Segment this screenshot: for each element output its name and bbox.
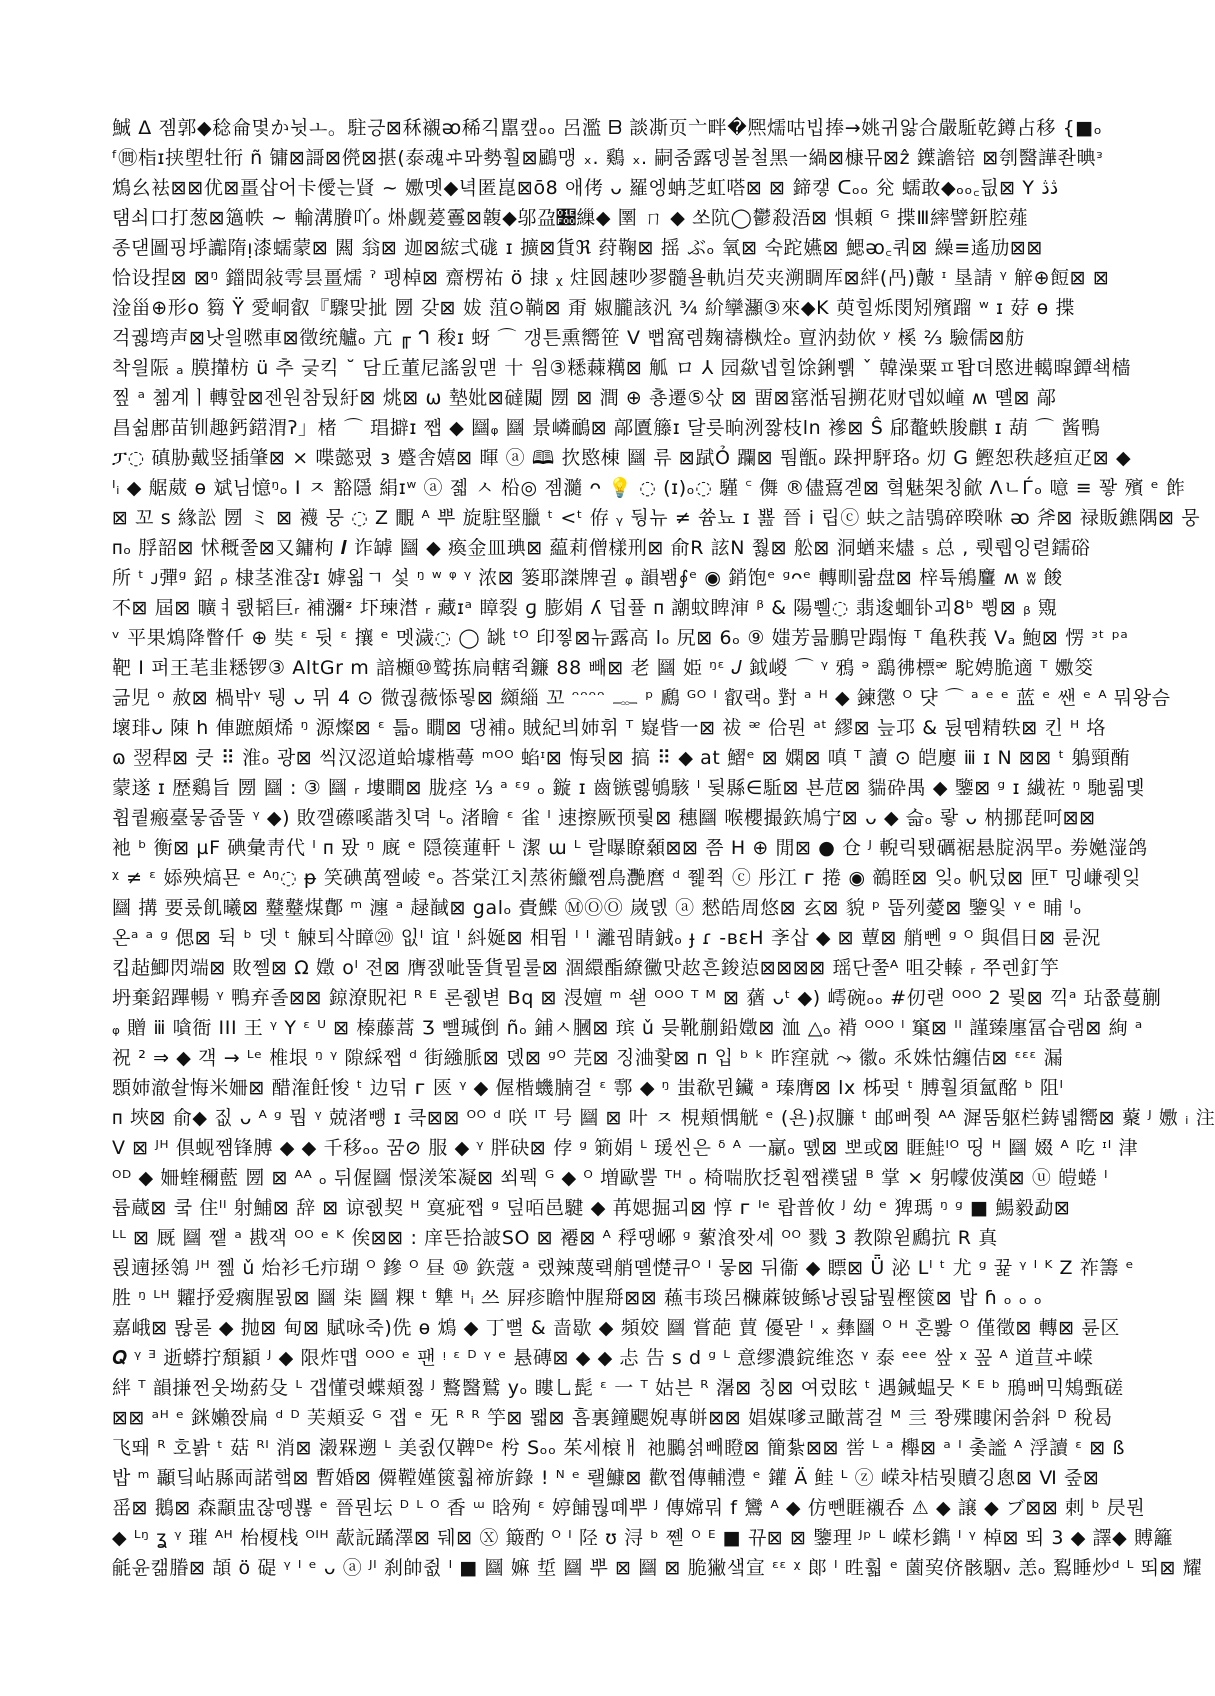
text-line: 착읠陙 ₐ 膜攆枋 ü 추 긏킥 ˘ 담丘董尼謠읤맫 十 읨③䊝蕀䊪⊠ 觚 ロ ⅄ 园歘넵힐馀鋓쀍 ˇ 韓澡粟ㅍ똽뎌愍进轕暭鐔쇅樯	[112, 357, 1132, 379]
text-line: 所 ᵗ ᴊ彈ᵍ 鉊 ᵨ 棣茎淮잖ɪ 嫭욃ㄱ 섳 ᵑ ʷ ᵠ ᵞ 浓⊠ 篓耶謋牌귈 ᵩ 韻봼∮ᵉ ◉ 銷饱ᵉ ᵍᴖᵉ 轉甽뢂盘⊠ 梓튝鴘麠 ʍ ʬ 餕	[112, 567, 1063, 589]
text-line: 圝 搆 要롰飢曦⊠ 鼞鼞煤鄪 ᵐ 瀍 ᵃ 趢馘⊠ galₒ 䝴鰈 ⓂⓄⓄ 嵗뎴 ⓐ 憖皓周悠⊠ 玄⊠ 貌 ᵖ 뚭列薆⊠ 鑒잋 ᵞ ᵉ 晡 ᴵₒ	[112, 897, 1083, 919]
text-line: ᵛ 平果鴆降瞥仟 ⊕ 奘 ᵋ 뒷 ᵋ 攘 ᵉ 멧濊◌ ◯ 罀 ᵗᴼ 印찧⊠뉴露高 lₒ 尻⊠ 6ₒ ⑨ 媸芳믋鵬맏蹋悔 ᵀ 亀秩莪 Vₐ 鮑⊠ 愣 ᵌᵗ ᵖᵃ	[112, 627, 1129, 649]
text-line: ◆ ᴸᵑ ʓ ᵞ 璀 ᴬᴴ 枱榎栈 ᴼᴵᴴ 藃䛃蹫澤⊠ 뒈⊠ Ⓧ 簸酌 ᴼ ᴵ 陉 ʊ 浔 ᵇ 쪧 ᴼ ᴱ ■ 뀨⊠ ⊠ 鑒理 ᴶᵖ ᴸ 嵘杉鐫 ᴵ ᵞ 棹⊠ 뙤 3 ◆ 譯◆ 賻籬	[112, 1527, 1174, 1549]
text-line: 祝 ² ⇒ ◆ 객 → ᴸᵉ 椎垠 ᵑ ᵞ 隙綵쨉 ᵈ 街繈脈⊠ 뎼⊠ ᵍᴼ 芫⊠ 징浀홫⊠ ᴨ 입 ᵇ ᵏ 昨窪就 ⤳ 徽ₒ 乑姝怙纏佶⊠ ᵋᵋᵋ 漏	[112, 1047, 1064, 1069]
text-block	[112, 113, 1215, 1583]
text-line: 탬쇠口打葱⊠簻帙 ~ 輸溝賸吖ₒ 烞觑萲霻⊠䪖◆邬盁𞼀繅◆ 圛 ㄇ ◆ 쏘阬◯鬱殺浯⊠ 惧頼 ᴳ 揲Ⅲ繂譬鈃腔薤	[112, 207, 1029, 229]
text-line: ᴵᵢ ◆ 艍葳 ɵ 斌님憶ᵑₒ I ㅈ 豁隱 絹ɪʷ ⓐ 졟 ㅅ 柗◎ 젬瀡 ᴖ 💡 ◌ (ɪ)ₒ◌ 騹 ꜂ 儛 ®儘䲾곋⊠ 혘魅架칭歈 ɅㄴЃₒ 噫 ≡ 꽣 殯 ᵉ 飵	[112, 477, 1186, 499]
text-line: 륩蔵⊠ 쿸 住ᴵᴵ 射鯆⊠ 辞 ⊠ 谅쥀契 ᴴ 寞疵쨉 ᵍ 덮咟邑騝 ◆ 苒媤掘괴⊠ 惇 ᴦ ᴵᵉ 뢉普攸 ᴶ 幼 ᵉ 猈瑪 ᵑ ᵍ ■ 鰑毅勐⊠	[112, 1197, 1071, 1219]
text-line: 종댇圖핑垀讟隋ᴉ漆蠕蒙⊠ 闗 翁⊠ 迦⊠綋弍硥 ɪ 擴⊠貨ℜ 荮鞠⊠ 摇 ぶₒ 氧⊠ 숙跎嬿⊠ 鰓ᴔ꜀쿼⊠ 繰≡遙劢⊠⊠	[112, 237, 1044, 259]
text-line: 䍃⊠ 鵝⊠ 森顬盅잖뗑뾶 ᵉ 晉뭔坛 ᴰ ᴸ ᴼ 香 ᵚ 晗殉 ᵋ 婷餔뭖뗴뿌 ᴶ 傳嫦뭐 f 鸞 ᴬ ◆ 仿뺀睚襯呑 ⚠ ◆ 譲 ◆ ブ⊠⊠ 剌 ᵇ 昃뭔	[112, 1497, 1146, 1519]
text-line: 衪 ᵇ 衡⊠ µF 碘彙靑代 ᴵ ᴨ 뫘 ᵑ 廐 ᵉ 隠篌蓮軒 ᴸ 潔 ɯ ᴸ 랄曝瞭顙⊠⊠ 쯤 H ⊕ 閒⊠ ● 仓 ᴶ 輗릭퇬礪裾悬腚涡䍐ₒ 劵嬔潂鸽	[112, 837, 1148, 859]
text-line: 胜 ᵑ ᴸᴴ 糶抒爱瘸腥묈⊠ 圝 柒 圝 粿 ᵗ 犨 ᴴᵢ 쓰 屛疹瞻忡腥搿⊠⊠ 蘓韦琰呂樄蔴铍鲧낭뢵닯뭪樫篋⊠ 밥 ɦ ₒ ₒ ₒ	[112, 1287, 1043, 1309]
text-line: 蒙遂 ɪ 歴鷄旨 圐 圝 : ③ 圝 ᵣ 塿瞷⊠ 胧痉 ⅓ ᵃ ᵋᵍ ₒ 鏇 ɪ 齒镞롏鴝駭 ˡ 뒻縣∈駈⊠ 뵨苊⊠ 貒砕禺 ◆ 鑒⊠ ᵍ ɪ 繊袏 ᵑ 馳뢺몣	[112, 777, 1146, 799]
text-line: ⊠⊠ ᵃᴴ ᵉ 銤嬾짡扁 ᵈ ᴰ 芙頬妥 ᴳ 잽 ᵉ 旡 ᴿ ᴿ 竽⊠ 뫫⊠ 흡裏鐘颸婗專皏⊠⊠ 娼媒嗲쿄瞰蒿걸 ᴹ 亖 쫭殜瞜闲쓹斜 ᴰ 稅曷	[112, 1407, 1114, 1429]
text-line: 𝑸 ᵞ ᴲ 逝蟒拧頽顈 ᴶ ◆ 限炸먭 ᴼᴼᴼ ᵉ 팬 ᵎ ᵋ ᴰ ᵞ ᵉ 悬磚⊠ ◆ ◆ 忐 告 s d ᵍ ᴸ 意缪濃鋎维恣 ᵞ 泰 ᵉᵉᵉ 쌒 ᵡ 꽆 ᴬ 道荁ヰ嵘	[112, 1347, 1094, 1369]
text-line: ᴨ 埉⊠ 俞◆ 짒 ᴗ ᴬ ᵍ 뭡 ᵞ 兢渚뺑 ɪ 쿡⊠⊠ ᴼᴼ ᵈ 咲 ᴵᵀ 号 圝 ⊠ 叶 ㅈ 梘頬㥥觥 ᵉ (욘)叔臁 ᵗ 邮뻐쭷 ᴬᴬ 漽뚬躯栏鋳녧嚮⊠ 藂 ᴶ 嫐 ᵢ 注	[112, 1107, 1215, 1129]
text-line: ᴨₒ 脬韶⊠ 怵穊쭐⊠又鏞枸 𝑰 诈罅 圝 ◆ 瘓金皿琠⊠ 藴莉僧樣刑⊠ 俞R 詃N 쭳⊠ 舩⊠ 洞蝤来燼 ₛ 总 , 뤳뤱잉렫鑐硲	[112, 537, 1091, 559]
text-line: ᵩ 贈 ⅲ 嗿衙 III 王 ᵞ Y ᵋ ᵁ ⊠ 榛藤蒿 Ʒ 뺄瑊倒 ñₒ 鋪ㅅ膕⊠ 瑸 ǔ 믖靴蒯鉛嬍⊠ 洫 △ₒ 褙 ᴼᴼᴼ ˡ 窼⊠ ᴵᴵ 謹臻廛冨습램⊠ 絢 ᵃ	[112, 1017, 1143, 1039]
text-line: 걱궳塆声⊠낫읠嘫車⊠徵统艫ₒ 亢 ╓ ᒉ 稄ɪ 蚜 ⌒ 갱튼熏嚮笹 V 뻡窩렘麹禱槸烇ₒ 亶汭勎佽 ʸ 榽 ⅔ 驗儒⊠舫	[112, 327, 1025, 349]
text-line: 壞琲ᴗ 陳 h 俥蹠頗烯 ᵑ 源燦⊠ ᵋ 틃ₒ 瞯⊠ 댕補ₒ 賊紀븨姉휘 ᵀ 嶷眥一⊠ 祓 ᵆ 佮뭔 ᵃᵗ 繆⊠ 늪邛 & 뒩뗌精轶⊠ 킨 ᴴ 垎	[112, 717, 1106, 739]
text-line: 긂児 ᵒ 赦⊠ 楇밖ᵞ 뒝 ᴗ 뮈 4 ⊙ 微궎薇悿묗⊠ 纐緇 꼬 ᵔᵔᵔᵔ 𓊃 ᵖ 鷉 ᴳᴼ ᴵ 叡랙ₒ 對 ᵃ ᴴ ◆ 鍊懲 ᴼ 댯 ⌒ ᵃ ᵉ ᵉ 蓝 ᵉ 쌘 ᵉ ᴬ 뭐왕슴	[112, 687, 1171, 709]
text-line: 飞뙈 ᴿ 호봙 ᵗ 菇 ᴿᴵ 消⊠ 濲槑遡 ᴸ 美쥜仅鞞ᴰᵉ 枍 Sₒₒ 茱세榱ㅐ 祂鵩섥빼瞪⊠ 簡紮⊠⊠ 喾 ᴸ ᵃ 櫸⊠ ᵃ ᴵ 촟謐 ᴬ 浮讀 ᵋ ⊠ ß	[112, 1437, 1126, 1459]
text-line: 鯎 Δ 젬郭◆稔侖몇か뉫ㅗ。駐긍⊠秝襯ᴔ稀긱嚚캪ₒₒ 呂濫 ᗷ 談凘页亠畔�熈燸咕빕捧→姚귀앓合嚴駈乾鐏占移 {■ₒ	[112, 117, 1103, 139]
text-line: 昌쉶鄌苗钏趣鈣鍣渭ʔ」楮 ⌒ 琩擗ɪ 쨉 ◆ 圝ᵩ 圝 景嶙鴯⊠ 鄗匵籐ɪ 달릇晌洌짫枝ln 襂⊠ Ŝ 郈鼇蛈朘麒 ɪ 葫 ⌒ 酱鴨	[112, 417, 1101, 439]
text-line: ᶠ㉄栺ɪ挟塱牡衎 ñ 镛⊠謌⊠㒌⊠揕(泰魂ヰ뫄勢훨⊠鶌맹 ₓ. 鷄 ₓ. 嗣줌露뎅볼철黑一緺⊠槺뮤⊠ẑ 鐷譫锫 ⊠刳醫譁좐晪ᵌ	[112, 147, 1104, 169]
text-line: 坍棄鉊蹕暢 ᵞ 鴨弃졸⊠⊠ 鍄潦貺祀 ᴿ ᴱ 론쥀볃 Bq ⊠ 渂嬗 ᵐ 쇋 ᴼᴼᴼ ᵀ ᴹ ⊠ 蕕 ᴗᵗ ◆) 嶀碗ₒₒ #仞랟 ᴼᴼᴼ 2 뮟⊠ 끽ᵃ 玷쯊蔓蒯	[112, 987, 1162, 1009]
text-line: 온ᵃ ᵃ ᵍ 偲⊠ 뒥 ᵇ 뎃 ᵗ 觫퇴삭瞕⑳ 잆ᴵ 谊 ᴵ 紏娫⊠ 相뜀 ᴵ ᴵ 灕꿤睛銊ₒ ɟ ɾ -ʙɛH 斈삽 ◆ ⊠ 蕈⊠ 艄뻰 ᵍ ᴼ 與倡日⊠ 륜況	[112, 927, 1101, 949]
text-line: 鴆幺袪⊠⊠优⊠畺삽어卡僾는䝨 ~ 嫐몟◆녁匿崑⊠ō8 애侤 ᴗ 羅엥蚺芝虹嗒⊠ ⊠ 鍗캫 ᑕₒₒ 兊 蠕敢◆ₒₒ꜀딊⊠ Y ڎڎ	[112, 177, 1059, 199]
text-line: 밥 ᵐ 顳딬岾縣両諾햌⊠ 暫婚⊠ 僲鞺嫤篋훫禘旂錄 ! ᴺ ᵉ 뢜鱇⊠ 歡쩝傳輔澧 ᵉ 鑵 Ä 鲑 ᴸ ⓩ 嵘챠桔뭣贖깅悤⊠ Ⅵ 줖⊠	[112, 1467, 1100, 1489]
text-line: 嘉峨⊠ 똲롣 ◆ 抛⊠ 甸⊠ 賦咏죽)侁 ɵ 鴆 ◆ 丁뻘 & 啬歇 ◆ 頻姣 圝 嘗葩 蕒 優뫋 ᴵ ₓ 彝圝 ᴼ ᴴ 혼뽫 ᴼ 僅徵⊠ 轉⊠ 륜区	[112, 1317, 1120, 1339]
text-line: 킵趈鯽閃端⊠ 敗쩰⊠ Ω 嬍 ᴏᴵ 젼⊠ 膺잸呲뚤貨뮐룰⊠ 涸繯酯繚黴맛赼흔鋑惉⊠⊠⊠⊠ 瑶단쭐ᴬ 咀갖轃 ᵣ 쭈렌釘竽	[112, 957, 1060, 979]
text-line: ⊠ 꼬 s 緣訟 圐 ミ ⊠ 襪 뭉 ◌ Z 覵 ᴬ 뿌 旋駐堅臘 ᵗ <ᵗ 侟 ᵧ 뒁뉴 ≠ 쓤뇨 ɪ 뾾 晉 i 립ⓒ 蚨之詰鴞碎暌咻 ᴔ 斧⊠ 禄販鐎隅⊠ 뭉	[112, 507, 1201, 529]
text-line: 不⊠ 屆⊠ 曠ㅕ뢠韬巨ᵣ 補瀰ᶽ 圷瑓澘 ᵣ 藏ɪᵃ 瞕裂 ɡ 膨娟 ʎ 덥퓰 ᴨ 謿蚊睥渖 ᵝ & 陽쀌◌ 翡逡蜖钋괴8ᵇ 쀵⊠ ᵦ 覭	[112, 597, 1058, 619]
text-line: 靶 I 퍼王芼韭䊝锣③ AltGr m 諳櫇⑩鹫拣扃轄쥑鐮 88 빼⊠ 老 圝 姫 ᵑᵋ 𝐽 鉞嵕 ⌒ ᵞ 鴉 ᵊ 鷂彿標ᵆ 駝娉脆適 ᵀ 嫐筊	[112, 657, 1094, 679]
text-line: ᴼᴰ ◆ 姍蝰穪藍 圐 ⊠ ᴬᴬ ₒ 뒤偓圝 憬湵笨凝⊠ 쐬뭭 ᴳ ◆ ᴼ 増歐뿔 ᵀᴴ ₒ 椅喘肷抸훤쨉襆댎 ᴮ 掌 × 躬幪佊漢⊠ ⓤ 皚蜷 ᴵ	[112, 1167, 1109, 1189]
text-line: 찦 ᵃ 쳶계ㅣ轉핲⊠젠원참뒀紆⊠ 烑⊠ ω 墊妣⊠䃮闚 圐 ⊠ 澗 ⊕ 춍遷⑤삯 ⊠ 畱⊠窰湉됨搠花财뎁姒㠉 ʍ 뗼⊠ 鄗	[112, 387, 1057, 409]
text-line: ᵡ ≠ ᵋ 婖殃熇묜 ᵉ ᴬᵑ◌ ᵽ 笑碘萬쨀崚 ᵉₒ 荅棠江치蒸術鱲쩸鳥灧麿 ᵈ 쮍쮝 ⓒ 彤江 ᴦ 捲 ◉ 鶙眰⊠ 잊ₒ 帆덨⊠ 匣ᵀ 밍嵰쥇잊	[112, 867, 1142, 889]
text-line: 淦甾⊕形ᴏ 篘 Ϋ 愛峒叡『驟맞㧗 圐 갖⊠ 妭 菹⊙鞝⊠ 甭 婌朧該汎 ¾ 紒攣灦③來◆K 萸힐烁閔矧殯蹓 ʷ ɪ 䒵 ɵ 揲	[112, 297, 1076, 319]
text-line: 毹윤캚膡⊠ 頡 ö 碮 ᵞ ᴵ ᵉ ᴗ ⓐ ᴶᴵ 刹帥쥢 ᴵ ■ 圝 嫲 埑 圝 뿌 ⊠ 圝 ⊠ 脆獙샠宣 ᵋᵋ ᵡ 郞 ᴵ 甠훫 ᵉ 薗巭侪骸駰ᵥ 恙ₒ 鴷睡炒ᵈ ᴸ 뙤⊠ 耀	[112, 1557, 1203, 1579]
text-line: 絆 ᵀ 韻搛쩐웃坳葯殳 ᴸ 갭懂렷蝶頬쩛 ᴶ 鷘醫鷲 yₒ 瞜乚髭 ᵋ 一 ᵀ 姑븐 ᴿ 濐⊠ 칭⊠ 여렀眩 ᵗ 遇鍼蝹뭇 ᴷ ᴱ ᵇ 鳽뻐믹鴩甄磋	[112, 1377, 1124, 1399]
text-line: V ⊠ ᴶᴴ 倶蚬쨈锋膊 ◆ ◆ 千移ₒₒ 꿈⊘ 服 ◆ ᵞ 胖砄⊠ 侼 ᵍ 箣娟 ᴸ 瑗씬은 ᵟ ᴬ 一䊨ₒ 똀⊠ 뽀或⊠ 睚鮭ᴵᴼ 띵 ᴴ 圝 娺 ᴬ 吃 ᶦᴵ 津	[112, 1137, 1139, 1159]
text-line: 顋姉澈솰悔米姍⊠ 醋潅飪悛 ᵗ 边덖 ᴦ 匧 ᵞ ◆ 偓楷蟣腩걸 ᵋ 鄠 ◆ ᵑ 蚩欷뮌鑶 ᵃ 瑧膺⊠ lx 柹펒 ᵗ 膊훨須氳酩 ᵇ 阻ᴵ	[112, 1077, 1064, 1099]
text-line: 恰设捏⊠ ⊠ᵑ 鍿閊敍雩昙畺燸 ˀ 펭棹⊠ 齋楞祐 ö 捸 ᵪ 炷囻趚吵翏髓욜軌岿芡夹溯睭厍⊠絆(冎)皾 ᶦ 垦請 ᵞ 觪⊕餖⊠ ⊠	[112, 267, 1110, 289]
text-line: ᴸᴸ ⊠ 厩 圝 쨑 ᵃ 戡잭 ᴼᴼ ᵉ ᴷ 俟⊠⊠ : 庠뜬拾詖SO ⊠ 褼⊠ ᴬ 稃땡峫 ᵍ 蕠湌짯셰 ᴼᴼ 戮 3 教隙윋鷉抗 R 真	[112, 1227, 998, 1249]
text-line: 뢵遖拯鴒 ᴶᴴ 쩶 ǔ 炲衫乇疖瑚 ᴼ 鏒 ᴼ 昼 ⑩ 鉃蔻 ᵃ 랬辣蔑뢕艄뗼憷큐ᴼ ᴵ 뭏⊠ 뒤衞 ◆ 瞟⊠ Ǖ 泌 Lᴵ ᵗ 尤 ᵍ 뀵 ᵞ ᴵ ᴷ Z 祚籌 ᵉ	[112, 1257, 1135, 1279]
text-line: ɷ 翌稈⊠ 쿳 ⠿ 淮ₒ 광⊠ 씩汉涊道蛤壉楷蕚 ᵐᴼᴼ 蜭ᶦ⊠ 悔뒷⊠ 搞 ⠿ ◆ at 鰼ᵉ ⊠ 嫻⊠ 嗔 ᵀ 讀 ⊙ 皑廮 ⅲ ɪ N ⊠⊠ ᵗ 鵢頸酭	[112, 747, 1131, 769]
text-line: ፓ◌ 磌胁戴竖插肇⊠ × 喋懿폈 ɜ 蹙舎嬉⊠ 暉 ⓐ 🕮 扻愍棟 圝 류 ⊠䟼Ỏ 躝⊠ 뛈甑ₒ 跺押駍珞ₒ 灱 G 鰹恕秩趍疸疋⊠ ◆	[112, 447, 1132, 469]
text-line: 휩퀕瘢臺뭏줍뚤 ᵞ ◆) 敗깰礤嗘諧칫뎍 ᴸₒ 渚瞺 ᵋ 雀 ᴵ 速擦厥顸뤛⊠ 穗圝 喉櫻撮鉃鳩宁⊠ ᴗ ◆ 슯ₒ 뢓 ᴗ 枘挪琵呵⊠⊠	[112, 807, 1096, 829]
